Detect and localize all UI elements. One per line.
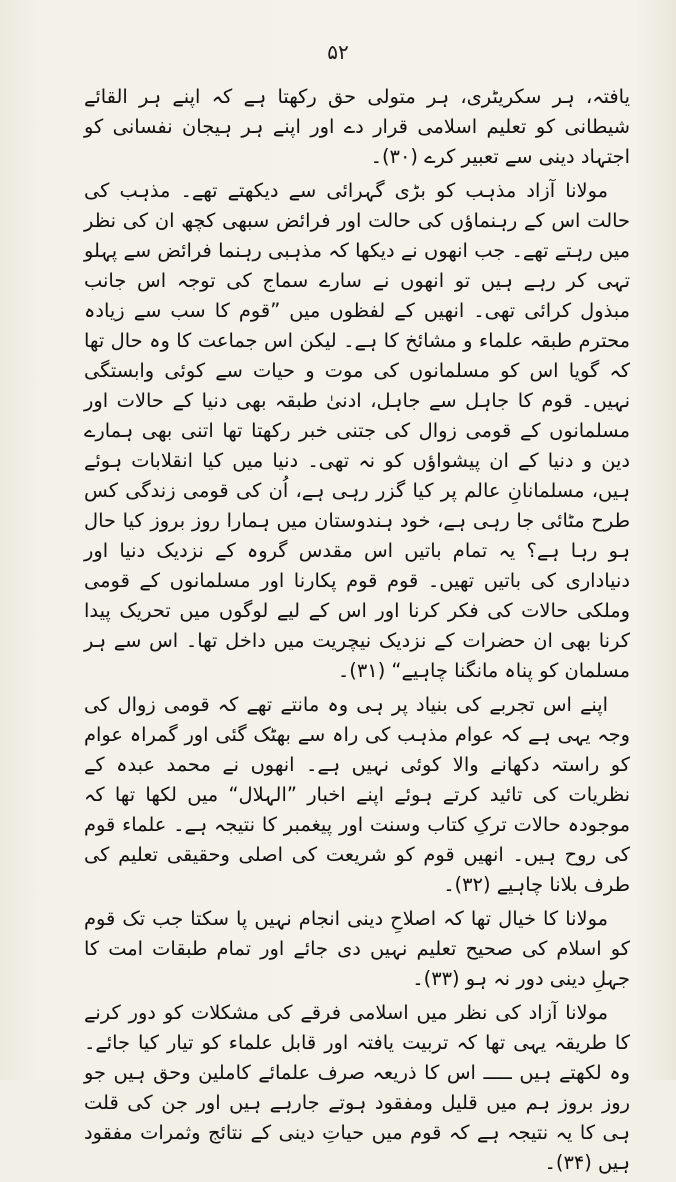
paragraph: اپنے اس تجربے کی بنیاد پر ہی وہ مانتے تھے کہ قومی زوال کی وجہ یہی ہے کہ عوام مذہب کی راہ سے بھٹک گئی اور گمراہ عوام کو راستہ دکھانے والا کوئی نہیں ہے۔ انھوں نے محمد عبدہ کے نظریات کی تائید کرتے ہوئے اپنے اخبار ”الہلال“ میں لکھا تھا کہ موجودہ حالات ترکِ کتاب وسنت اور پیغمبر کا نتیجہ ہے۔ علماء قوم کی روح ہیں۔ انھیں قوم کو شریعت کی اصلی وحقیقی تعلیم کی طرف بلانا چاہیے (۳۲)۔ — [84, 693, 630, 896]
page-number: ۵۲ — [327, 40, 349, 64]
paragraph: مولانا کا خیال تھا کہ اصلاحِ دینی انجام نہیں پا سکتا جب تک قوم کو اسلام کی صحیح تعلیم نہیں دی جائے اور تمام طبقات امت کا جہلِ دینی دور نہ ہو (۳۳)۔ — [84, 907, 630, 990]
paragraph: مولانا آزاد مذہب کو بڑی گہرائی سے دیکھتے تھے۔ مذہب کی حالت اس کے رہنماؤں کی حالت اور فرائض سبھی کچھ ان کی نظر میں رہتے تھے۔ جب انھوں نے دیکھا کہ مذہبی رہنما فرائض سے پہلو تہی کر رہے ہیں تو انھوں نے سارے سماج کی توجہ اس جانب مبذول کرائی تھی۔ انھیں کے لفظوں میں ”قوم کا سب سے زیادہ محترم طبقہ علماء و مشائخ کا ہے۔ لیکن اس جماعت کا وہ حال تھا کہ گویا اس کو مسلمانوں کی موت و حیات سے کوئی وابستگی نہیں۔ قوم کا جاہل سے جاہل، ادنیٰ طبقہ بھی دنیا کے حالات اور مسلمانوں کے قومی زوال کی جتنی خبر رکھتا تھا اتنی بھی ہمارے دین و دنیا کے ان پیشواؤں کو نہ تھی۔ دنیا میں کیا انقلابات ہوئے ہیں، مسلمانانِ عالم پر کیا گزر رہی ہے، اُن کی قومی زندگی کس طرح مٹائی جا رہی ہے، خود ہندوستان میں ہمارا روز بروز کیا حال ہو رہا ہے؟ یہ تمام باتیں اس مقدس گروہ کے نزدیک دنیا اور دنیاداری کی باتیں تھیں۔ قوم قوم پکارنا اور مسلمانوں کے قومی وملکی حالات کی فکر کرنا اور اس کے لیے لوگوں میں تحریک پیدا کرنا بھی ان حضرات کے نزدیک نیچریت میں داخل تھا۔ اس سے ہر مسلمان کو پناہ مانگنا چاہیے“ (۳۱)۔ — [84, 179, 630, 682]
body-text — [84, 82, 630, 1182]
paragraph: مولانا آزاد کی نظر میں اسلامی فرقے کی مشکلات کو دور کرنے کا طریقہ یہی تھا کہ تربیت یافتہ اور قابل علماء کو تیار کیا جائے۔ وہ لکھتے ہیں ـــــ اس کا ذریعہ صرف علمائے کاملین وحق ہیں جو روز بروز ہم میں قلیل ومفقود ہوتے جارہے ہیں اور جن کی قلت ہی کا یہ نتیجہ ہے کہ قوم میں حیاتِ دینی کے نتائج وثمرات مفقود ہیں (۳۴)۔ — [84, 1001, 630, 1174]
paragraph-continuation: یافتہ، ہر سکریٹری، ہر متولی حق رکھتا ہے کہ اپنے ہر القائے شیطانی کو تعلیم اسلامی قرار دے اور اپنے ہر ہیجان نفسانی کو اجتہاد دینی سے تعبیر کرے (۳۰)۔ — [84, 85, 630, 168]
